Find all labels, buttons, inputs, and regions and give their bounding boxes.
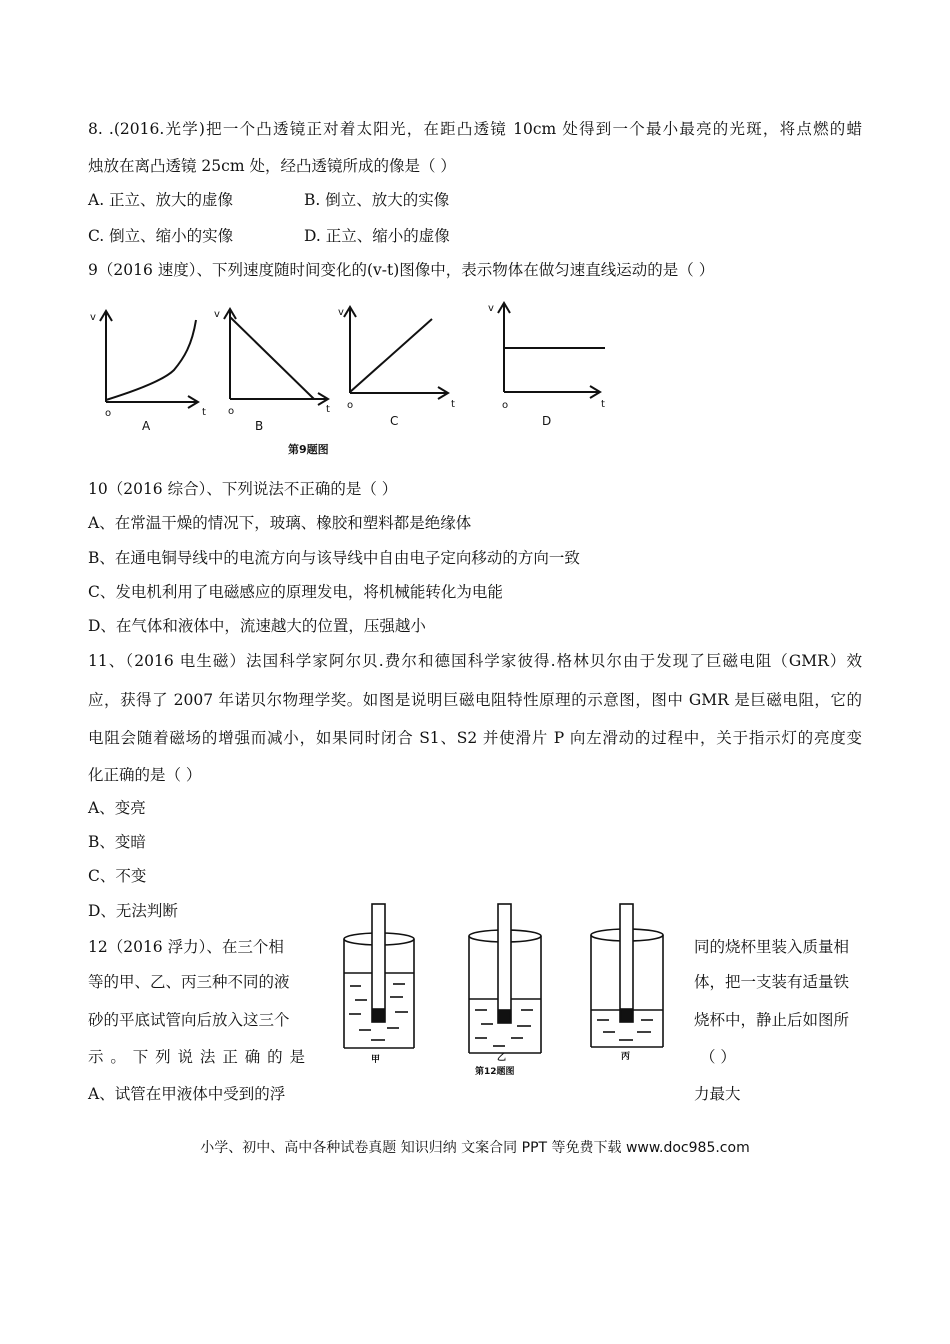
beaker-label-jia: 甲 <box>371 1055 381 1065</box>
q8-option-b: B. 倒立、放大的实像 <box>304 191 450 209</box>
q8-line-1: 8. .(2016.光学)把一个凸透镜正对着太阳光，在距凸透镜 10cm 处得到一个最小最亮的光斑，将点燃的蜡 <box>88 120 862 138</box>
graph-b-o: o <box>228 406 235 417</box>
graph-d-t: t <box>601 399 605 410</box>
q11-line-2: 应，获得了 2007 年诺贝尔物理学奖。如图是说明巨磁电阻特性原理的示意图，图中 GMR 是巨磁电阻，它的 <box>88 691 862 709</box>
q9-vt-graphs-figure <box>88 295 628 460</box>
q10-stem: 10（2016 综合）、下列说法不正确的是（ ） <box>88 480 398 498</box>
q8-option-d: D. 正立、缩小的虚像 <box>304 227 450 245</box>
q10-option-b: B、在通电铜导线中的电流方向与该导线中自由电子定向移动的方向一致 <box>88 549 580 567</box>
q10-option-c: C、发电机利用了电磁感应的原理发电，将机械能转化为电能 <box>88 583 503 601</box>
graph-d <box>498 303 605 398</box>
graph-d-o: o <box>502 400 509 411</box>
beaker-yi <box>469 904 541 1053</box>
q9-stem: 9（2016 速度）、下列速度随时间变化的(v-t)图像中，表示物体在做匀速直线运动的是（ ） <box>88 261 715 279</box>
graph-a-t: t <box>202 407 206 418</box>
q9-figure-caption: 第9题图 <box>288 443 329 456</box>
graph-a <box>100 311 198 408</box>
graph-a-v: v <box>90 312 96 323</box>
page-footer: 小学、初中、高中各种试卷真题 知识归纳 文案合同 PPT 等免费下载 www.doc985.com <box>200 1140 750 1156</box>
graph-c-t: t <box>451 399 455 410</box>
graph-a-o: o <box>105 408 112 419</box>
q12-left-2: 等的甲、乙、丙三种不同的液 <box>88 973 290 991</box>
beaker-label-bing: 丙 <box>621 1052 631 1062</box>
q12-right-1: 同的烧杯里装入质量相 <box>694 938 850 956</box>
q12-right-4: （ ） <box>700 1048 736 1066</box>
graph-c <box>344 307 448 399</box>
graph-a-curve <box>106 320 196 400</box>
q10-option-a: A、在常温干燥的情况下，玻璃、橡胶和塑料都是绝缘体 <box>88 514 472 532</box>
q8-option-a: A. 正立、放大的虚像 <box>88 191 234 209</box>
q12-left-3: 砂的平底试管向后放入这三个 <box>88 1011 290 1029</box>
q11-line-3: 电阻会随着磁场的增强而减小，如果同时闭合 S1、S2 并使滑片 P 向左滑动的过程中，关于指示灯的亮度变 <box>88 729 862 747</box>
graph-b-label: B <box>255 419 264 433</box>
q11-line-4: 化正确的是（ ） <box>88 766 202 784</box>
q12-left-4: 示 。 下 列 说 法 正 确 的 是 <box>88 1048 305 1066</box>
graph-b-line <box>230 317 314 399</box>
graph-b-t: t <box>326 404 330 415</box>
graph-b <box>224 309 328 405</box>
q12-right-2: 体，把一支装有适量铁 <box>694 973 850 991</box>
q12-right-5: 力最大 <box>694 1085 741 1103</box>
beaker-label-yi: 乙 <box>497 1053 507 1063</box>
graph-b-v: v <box>214 309 220 320</box>
beaker-jia <box>344 904 414 1048</box>
q11-line-1: 11、（2016 电生磁）法国科学家阿尔贝.费尔和德国科学家彼得.格林贝尔由于发现了巨磁电阻（GMR）效 <box>88 652 862 670</box>
q8-option-c: C. 倒立、缩小的实像 <box>88 227 234 245</box>
q8-line-2: 烛放在离凸透镜 25cm 处，经凸透镜所成的像是（ ） <box>88 157 456 175</box>
q12-left-1: 12（2016 浮力）、在三个相 <box>88 938 284 956</box>
q11-option-b: B、变暗 <box>88 833 146 851</box>
graph-c-v: v <box>338 307 344 318</box>
graph-d-label: D <box>542 414 552 428</box>
q12-left-5: A、试管在甲液体中受到的浮 <box>88 1085 286 1103</box>
q11-option-d: D、无法判断 <box>88 902 178 920</box>
graph-c-line <box>350 319 432 392</box>
beaker-bing <box>591 904 663 1047</box>
q11-option-c: C、不变 <box>88 867 147 885</box>
graph-c-label: C <box>390 414 399 428</box>
q12-right-3: 烧杯中，静止后如图所 <box>694 1011 850 1029</box>
graph-d-v: v <box>488 303 494 314</box>
graph-c-o: o <box>347 400 354 411</box>
q11-option-a: A、变亮 <box>88 799 146 817</box>
q10-option-d: D、在气体和液体中，流速越大的位置，压强越小 <box>88 617 426 635</box>
q12-beakers-figure <box>335 902 675 1078</box>
q12-figure-caption: 第12题图 <box>475 1067 515 1077</box>
graph-a-label: A <box>142 419 151 433</box>
